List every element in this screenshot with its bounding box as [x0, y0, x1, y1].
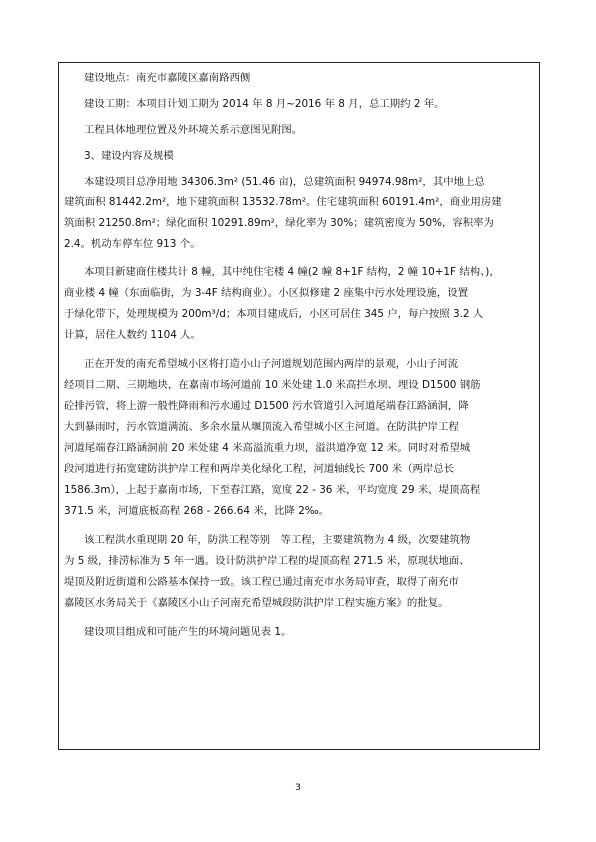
text-line: 正在开发的南充希望城小区将打造小山子河道规划范围内两岸的景观，小山子河流 — [84, 358, 459, 370]
page-number: 3 — [295, 783, 301, 793]
text-line: 大到暴雨时，污水管道满流、多余水量从堰顶流入希望城小区主河道。在防洪护岸工程 — [64, 421, 459, 433]
text-line: 经项目二期、三期地块，在嘉南市场河道前 10 米处建 1.0 米高拦水坝、埋设 D1500 钢筋 — [64, 379, 481, 391]
text-line: 该工程洪水重现期 20 年，防洪工程等别 等工程，主要建筑物为 4 级，次要建筑物 — [84, 534, 471, 546]
text-line: 本项目新建商住楼共计 8 幢，其中纯住宅楼 4 幢(2 幢 8+1F 结构，2 幢 10+1F 结构、)， — [84, 266, 500, 278]
text-line: 堤顶及附近街道和公路基本保持一致。该工程已通过南充市水务局审查，取得了南充市 — [64, 576, 459, 588]
text-line: 371.5 米，河道底板高程 268 - 266.64 米，比降 2‰。 — [64, 505, 330, 517]
text-line-map-note: 工程具体地理位置及外环境关系示意图见附图。 — [84, 124, 303, 136]
text-line: 于绿化带下，处理规模为 200m³/d；本项目建成后，小区可居住 345 户，每户按照 3.2 人 — [64, 308, 484, 320]
text-line: 2.4。机动车停车位 913 个。 — [64, 238, 201, 250]
text-line: 计算，居住人数约 1104 人。 — [64, 329, 201, 341]
text-line: 建设项目组成和可能产生的环境问题见表 1。 — [84, 626, 292, 638]
text-line: 1586.3m），上起于嘉南市场，下至春江路，宽度 22 - 36 米，平均宽度 29 米，堤顶高程 — [64, 484, 481, 496]
text-line: 商业楼 4 幢（东面临街，为 3-4F 结构商业）。小区拟修建 2 座集中污水处理设施，设置 — [64, 287, 469, 299]
text-line: 筑面积 21250.8m²；绿化面积 10291.89m²，绿化率为 30%；建筑密度为 50%，容积率为 — [64, 217, 494, 229]
text-line: 河道尾端春江路涵洞前 20 米处建 4 米高溢流重力坝，溢洪道净宽 12 米。同时对希望城 — [64, 442, 471, 454]
text-line-schedule: 建设工期：本项目计划工期为 2014 年 8 月~2016 年 8 月，总工期约 2 年。 — [84, 98, 445, 110]
text-line: 为 5 级，排涝标准为 5 年一遇。设计防洪护岸工程的堤顶高程 271.5 米，原现状地面、 — [64, 555, 470, 567]
text-line-location: 建设地点：南充市嘉陵区嘉南路西侧 — [84, 72, 251, 84]
text-line: 建筑面积 81442.2m²，地下建筑面积 13532.78m²。住宅建筑面积 60191.4m²，商业用房建 — [64, 196, 502, 208]
text-line: 段河道进行拓宽建防洪护岸工程和两岸美化绿化工程，河道轴线长 700 米（两岸总长 — [64, 463, 455, 475]
text-line: 砼排污管，将上游一般性降雨和污水通过 D1500 污水管道引入河道尾端春江路涵洞，降 — [64, 400, 469, 412]
text-line: 本建设项目总净用地 34306.3m² (51.46 亩)，总建筑面积 94974.98m²，其中地上总 — [84, 176, 485, 188]
text-line: 嘉陵区水务局关于《嘉陵区小山子河南充希望城段防洪护岸工程实施方案》的批复。 — [64, 597, 449, 609]
section-heading-scale: 3、建设内容及规模 — [84, 150, 174, 162]
